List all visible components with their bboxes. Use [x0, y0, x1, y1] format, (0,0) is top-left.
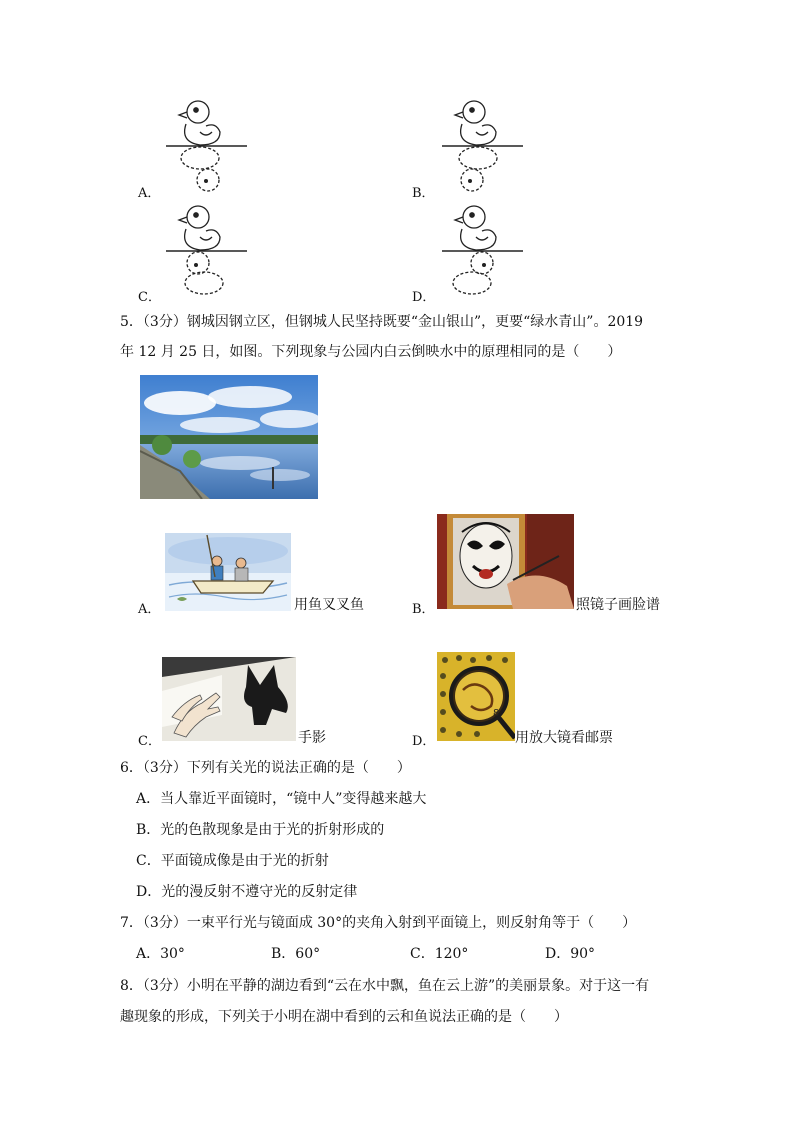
- q5-option-d-text: 用放大镜看邮票: [515, 730, 613, 746]
- duck-figure-d: [436, 203, 531, 298]
- option-a-label: A．: [138, 186, 161, 201]
- question-7-stem: 7．（3分）一束平行光与镜面成 30°的夹角入射到平面镜上，则反射角等于（ ）: [120, 915, 637, 931]
- option-d-label: D．: [412, 290, 436, 305]
- fish-spear-picture: [165, 533, 291, 611]
- question-6-option-b: B．光的色散现象是由于光的折射形成的: [136, 822, 385, 838]
- question-5-line-1: 5．（3分）钢城因钢立区，但钢城人民坚持既要“金山银山”，更要“绿水青山”。2019: [120, 314, 644, 330]
- park-lake-photo: [140, 375, 318, 499]
- option-c-label: C．: [138, 290, 161, 305]
- duck-figure-b: [436, 98, 531, 193]
- question-6-option-d: D．光的漫反射不遵守光的反射定律: [136, 884, 358, 900]
- question-7-option-b: B．60°: [271, 946, 321, 962]
- question-8-line-2: 趣现象的形成，下列关于小明在湖中看到的云和鱼说法正确的是（ ）: [120, 1009, 568, 1025]
- q5-option-c-text: 手影: [298, 730, 326, 746]
- question-7-option-a: A．30°: [136, 946, 185, 962]
- question-7-option-d: D．90°: [545, 946, 596, 962]
- question-6-stem: 6．（3分）下列有关光的说法正确的是（ ）: [120, 760, 411, 776]
- question-8-line-1: 8．（3分）小明在平静的湖边看到“云在水中飘，鱼在云上游”的美丽景象。对于这一有: [120, 978, 650, 994]
- stamp-value: 8: [493, 708, 500, 719]
- q5-option-a-text: 用鱼叉叉鱼: [294, 597, 364, 613]
- question-7-option-c: C．120°: [410, 946, 469, 962]
- mirror-face-painting-picture: [437, 514, 574, 609]
- question-6-option-c: C．平面镜成像是由于光的折射: [136, 853, 329, 869]
- q5-option-c-label: C．: [138, 734, 161, 749]
- q5-option-a-label: A．: [138, 602, 161, 617]
- duck-figure-a: [160, 98, 255, 193]
- q5-option-d-label: D．: [412, 734, 436, 749]
- magnifier-stamp-picture: [437, 652, 515, 741]
- hand-shadow-picture: [162, 657, 296, 741]
- q5-option-b-label: B．: [412, 602, 435, 617]
- question-6-option-a: A．当人靠近平面镜时，“镜中人”变得越来越大: [136, 791, 427, 807]
- question-5-line-2: 年 12 月 25 日，如图。下列现象与公园内白云倒映水中的原理相同的是（ ）: [120, 344, 622, 360]
- option-b-label: B．: [412, 186, 435, 201]
- duck-figure-c: [160, 203, 255, 298]
- q5-option-b-text: 照镜子画脸谱: [576, 597, 660, 613]
